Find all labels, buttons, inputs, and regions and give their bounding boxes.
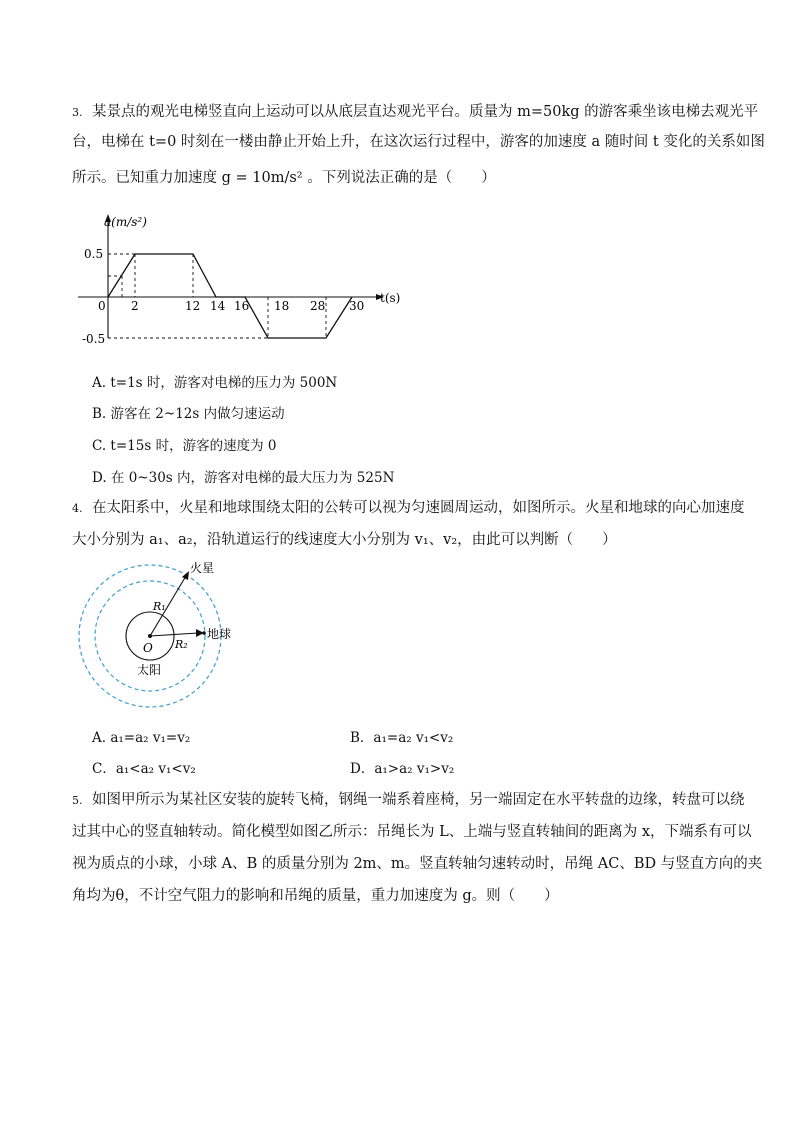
graph-x-tick-18: 18 bbox=[274, 299, 290, 313]
q3-option-a: A. t=1s 时，游客对电梯的压力为 500N bbox=[92, 375, 338, 391]
mars-label: 火星 bbox=[190, 561, 215, 575]
q3-line-1 bbox=[72, 102, 759, 123]
graph-x-tick-12: 12 bbox=[185, 299, 201, 313]
q4-line-1 bbox=[72, 498, 745, 519]
sun-label: 太阳 bbox=[137, 663, 162, 677]
graph-y-axis-label: a(m/s²) bbox=[104, 215, 147, 229]
q4-line-2: 大小分别为 a₁、a₂，沿轨道运行的线速度大小分别为 v₁、v₂，由此可以判断（ ） bbox=[72, 532, 617, 548]
r1-label: R₁ bbox=[153, 600, 166, 613]
graph-x-tick-28: 28 bbox=[310, 299, 326, 313]
q3-option-c: C. t=15s 时，游客的速度为 0 bbox=[92, 438, 277, 454]
q4-orbit-figure bbox=[70, 558, 240, 722]
q3-line-2: 台，电梯在 t=0 时刻在一楼由静止开始上升，在这次运行过程中，游客的加速度 a 随时间 t 变化的关系如图 bbox=[72, 134, 765, 150]
q3-line-3: 所示。已知重力加速度 g = 10m/s² 。下列说法正确的是（ ） bbox=[72, 170, 496, 186]
q3-option-d: D. 在 0~30s 内，游客对电梯的最大压力为 525N bbox=[92, 470, 395, 486]
graph-x-axis-label: t(s) bbox=[380, 291, 401, 305]
center-label: O bbox=[143, 641, 153, 655]
q4-number: 4. bbox=[72, 502, 83, 515]
q5-line-1 bbox=[72, 790, 745, 811]
graph-origin-label: 0 bbox=[98, 299, 106, 313]
q4-option-b: B．a₁=a₂ v₁<v₂ bbox=[350, 730, 454, 746]
graph-y-tick-neg: -0.5 bbox=[82, 332, 106, 346]
q3-option-b: B. 游客在 2~12s 内做匀速运动 bbox=[92, 406, 285, 422]
graph-x-tick-14: 14 bbox=[210, 299, 226, 313]
q5-number: 5. bbox=[72, 794, 83, 807]
r2-label: R₂ bbox=[175, 638, 188, 651]
graph-x-tick-2: 2 bbox=[131, 299, 139, 313]
graph-x-tick-30: 30 bbox=[349, 299, 365, 313]
q3-number: 3. bbox=[72, 106, 83, 119]
earth-label: 地球 bbox=[207, 627, 232, 641]
q4-option-d: D．a₁>a₂ v₁>v₂ bbox=[350, 761, 455, 777]
q3-text-1: 某景点的观光电梯竖直向上运动可以从底层直达观光平台。质量为 m=50kg 的游客乘坐该电梯去观光平 bbox=[92, 104, 759, 120]
q5-line-4: 角均为θ，不计空气阻力的影响和吊绳的质量，重力加速度为 g。则（ ） bbox=[72, 888, 559, 904]
q5-line-2: 过其中心的竖直轴转动。简化模型如图乙所示：吊绳长为 L、上端与竖直转轴间的距离为 x，下端系有可以 bbox=[72, 824, 752, 840]
q5-text-1: 如图甲所示为某社区安装的旋转飞椅，钢绳一端系着座椅，另一端固定在水平转盘的边缘，转盘可以绕 bbox=[92, 792, 745, 808]
graph-x-tick-16: 16 bbox=[234, 299, 250, 313]
q4-text-1: 在太阳系中，火星和地球围绕太阳的公转可以视为匀速圆周运动，如图所示。火星和地球的向心加速度 bbox=[92, 500, 745, 516]
graph-y-tick-pos: 0.5 bbox=[84, 247, 104, 261]
q4-option-c: C．a₁<a₂ v₁<v₂ bbox=[92, 761, 196, 777]
q3-acceleration-graph bbox=[78, 210, 408, 354]
q5-line-3: 视为质点的小球，小球 A、B 的质量分别为 2m、m。竖直转轴匀速转动时，吊绳 AC、BD 与竖直方向的夹 bbox=[72, 856, 763, 872]
q4-option-a: A. a₁=a₂ v₁=v₂ bbox=[92, 730, 191, 746]
